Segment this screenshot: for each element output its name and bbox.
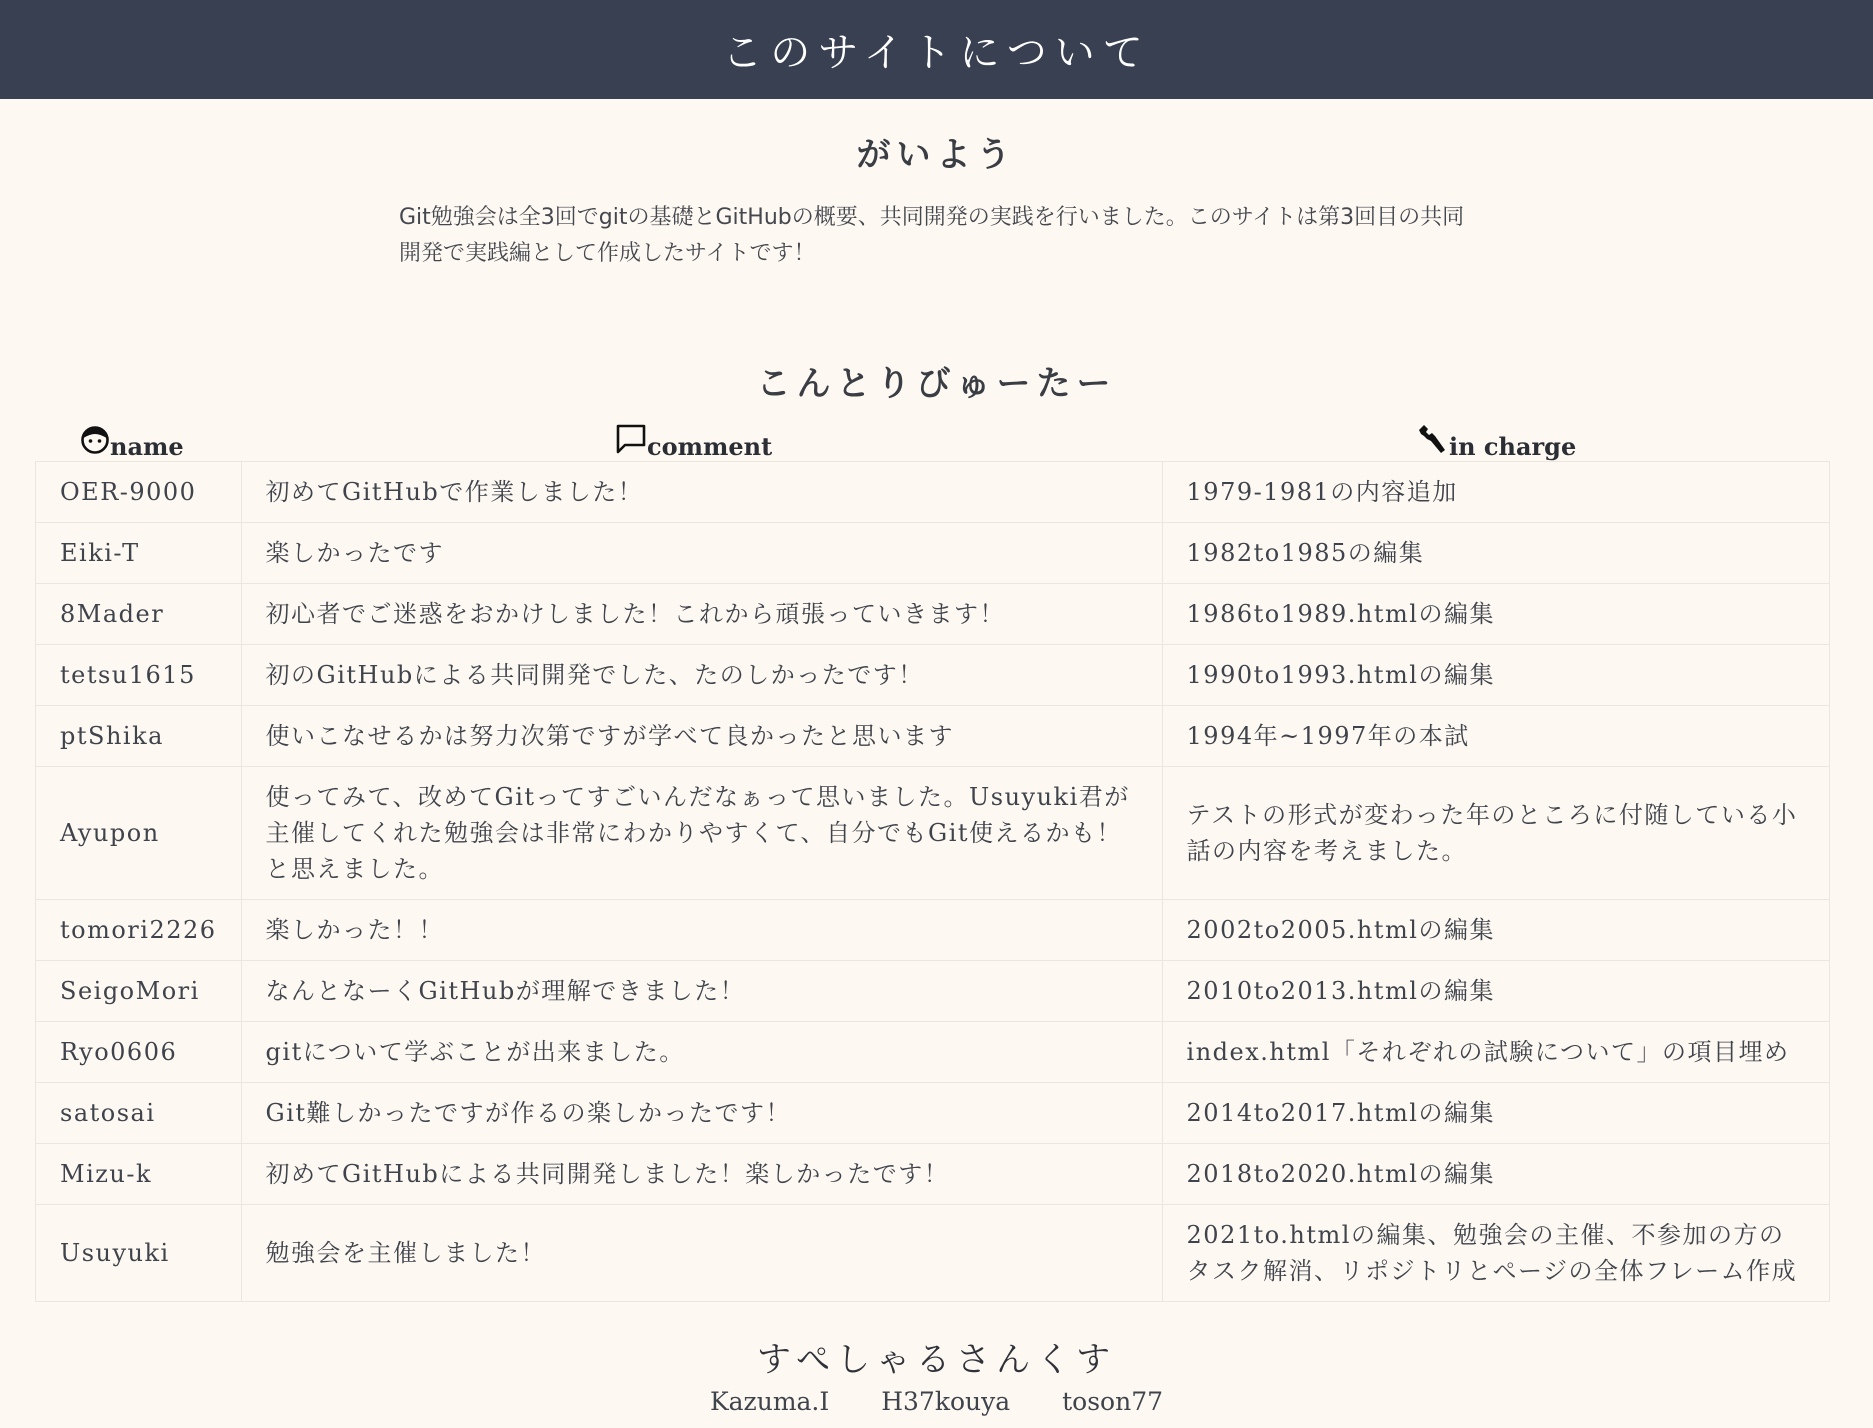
contributor-charge: 1990to1993.htmlの編集 (1162, 645, 1829, 706)
column-header-name-label: name (110, 432, 184, 461)
face-icon (80, 425, 110, 461)
column-header-name (80, 425, 184, 461)
contributor-charge: テストの形式が変わった年のところに付随している小話の内容を考えました。 (1162, 767, 1829, 900)
table-row (36, 645, 1830, 706)
page-title: このサイトについて (722, 30, 1151, 76)
column-header-charge-label: in charge (1449, 432, 1577, 461)
special-thanks-name: H37kouya (881, 1387, 1011, 1416)
special-thanks-title: すぺしゃるさんくす (756, 1340, 1117, 1380)
table-row (36, 961, 1830, 1022)
contributor-name: Mizu-k (36, 1144, 242, 1205)
contributors-title: こんとりびゅーたー (756, 364, 1117, 404)
table-row (36, 767, 1830, 900)
contributor-comment: 楽しかった！！ (241, 900, 1162, 961)
special-thanks-names (0, 1387, 1873, 1416)
column-header-comment-label: comment (647, 432, 773, 461)
contributor-charge: 1979-1981の内容追加 (1162, 462, 1829, 523)
special-thanks-name: toson77 (1062, 1387, 1164, 1416)
contributor-charge: 2021to.htmlの編集、勉強会の主催、不参加の方のタスク解消、リポジトリとページの全体フレーム作成 (1162, 1205, 1829, 1302)
page-header (0, 0, 1873, 99)
contributors-section (0, 356, 1873, 1302)
table-row (36, 1083, 1830, 1144)
overview-title: がいよう (856, 135, 1017, 175)
table-row (36, 1022, 1830, 1083)
overview-text: Git勉強会は全3回でgitの基礎とGitHubの概要、共同開発の実践を行いました。このサイトは第3回目の共同開発で実践編として作成したサイトです！ (399, 205, 1465, 266)
contributor-comment: 使いこなせるかは努力次第ですが学べて良かったと思います (241, 706, 1162, 767)
contributor-comment: 勉強会を主催しました！ (241, 1205, 1162, 1302)
contributor-charge: index.html「それぞれの試験について」の項目埋め (1162, 1022, 1829, 1083)
contributor-comment: 初めてGitHubで作業しました！ (241, 462, 1162, 523)
contributor-charge: 2010to2013.htmlの編集 (1162, 961, 1829, 1022)
contributor-comment: 使ってみて、改めてGitってすごいんだなぁって思いました。Usuyuki君が主催してくれた勉強会は非常にわかりやすくて、自分でもGit使えるかも！と思えました。 (241, 767, 1162, 900)
column-header-comment (615, 423, 772, 461)
contributor-name: OER-9000 (36, 462, 242, 523)
table-row (36, 462, 1830, 523)
contributor-charge: 1982to1985の編集 (1162, 523, 1829, 584)
contributor-comment: Git難しかったですが作るの楽しかったです！ (241, 1083, 1162, 1144)
table-row (36, 523, 1830, 584)
contributor-name: Eiki-T (36, 523, 242, 584)
contributor-charge: 2002to2005.htmlの編集 (1162, 900, 1829, 961)
wrench-icon (1415, 423, 1449, 461)
contributors-table-header (35, 405, 1838, 461)
column-header-charge (1415, 423, 1576, 461)
table-row (36, 706, 1830, 767)
overview-section (0, 99, 1873, 272)
speech-bubble-icon (615, 423, 647, 461)
contributor-comment: 初心者でご迷惑をおかけしました！これから頑張っていきます！ (241, 584, 1162, 645)
contributor-name: Ayupon (36, 767, 242, 900)
contributor-comment: 初めてGitHubによる共同開発しました！楽しかったです！ (241, 1144, 1162, 1205)
contributor-charge: 1994年~1997年の本試 (1162, 706, 1829, 767)
contributor-comment: 初のGitHubによる共同開発でした、たのしかったです！ (241, 645, 1162, 706)
table-row (36, 584, 1830, 645)
contributor-name: Usuyuki (36, 1205, 242, 1302)
table-row (36, 900, 1830, 961)
contributor-comment: gitについて学ぶことが出来ました。 (241, 1022, 1162, 1083)
contributor-charge: 2014to2017.htmlの編集 (1162, 1083, 1829, 1144)
contributor-charge: 1986to1989.htmlの編集 (1162, 584, 1829, 645)
contributor-comment: なんとなーくGitHubが理解できました！ (241, 961, 1162, 1022)
contributor-name: satosai (36, 1083, 242, 1144)
contributor-name: tetsu1615 (36, 645, 242, 706)
contributors-table (35, 461, 1830, 1302)
contributor-comment: 楽しかったです (241, 523, 1162, 584)
contributor-charge: 2018to2020.htmlの編集 (1162, 1144, 1829, 1205)
table-row (36, 1205, 1830, 1302)
table-row (36, 1144, 1830, 1205)
contributor-name: Ryo0606 (36, 1022, 242, 1083)
contributor-name: ptShika (36, 706, 242, 767)
contributor-name: tomori2226 (36, 900, 242, 961)
contributor-name: 8Mader (36, 584, 242, 645)
special-thanks-section (0, 1332, 1873, 1416)
special-thanks-name: Kazuma.I (709, 1387, 830, 1416)
contributor-name: SeigoMori (36, 961, 242, 1022)
